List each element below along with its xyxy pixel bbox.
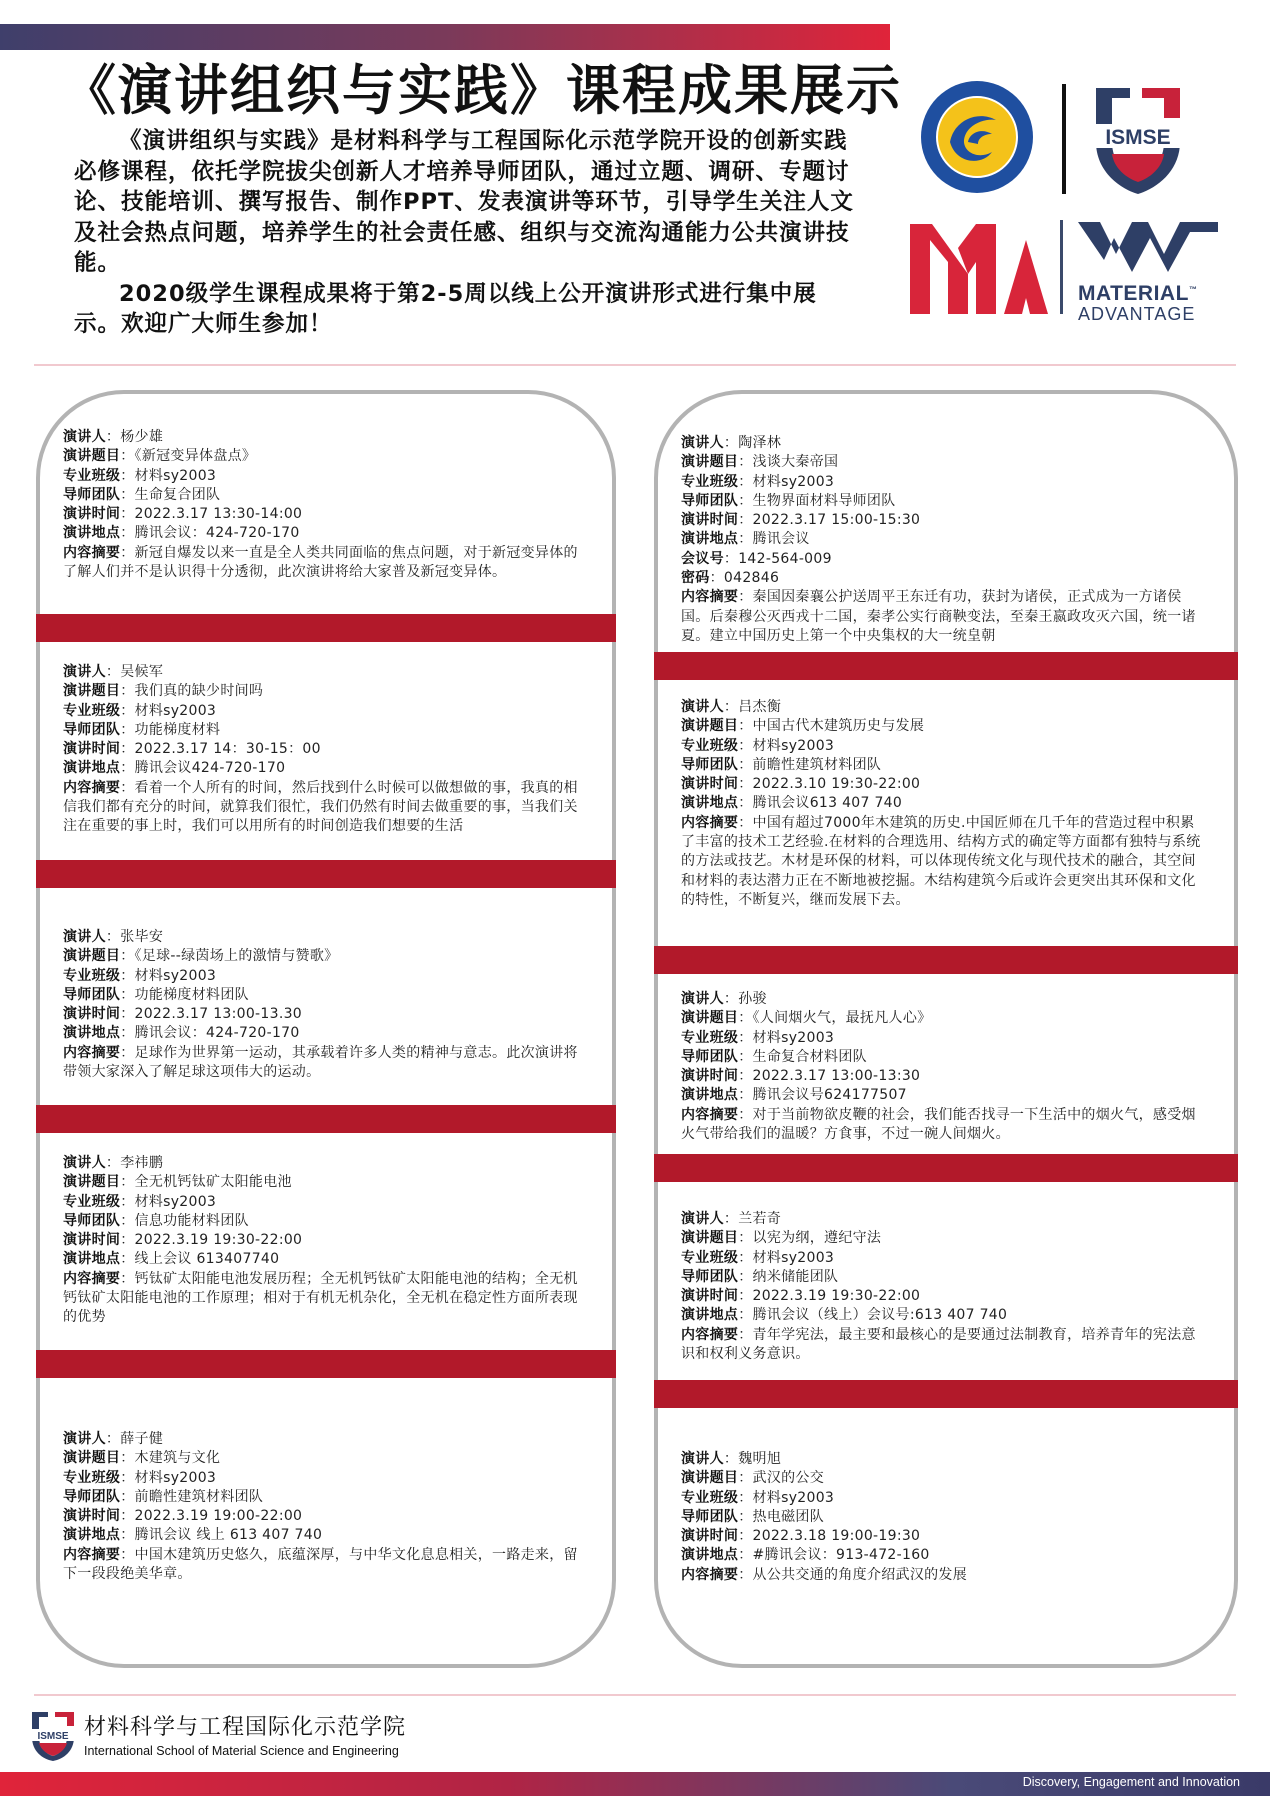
mentor-team: 功能梯度材料: [134, 721, 221, 738]
mentor-team: 生命复合材料团队: [752, 1048, 867, 1065]
label-summary: 内容摘要: [63, 1270, 121, 1287]
label-time: 演讲时间: [63, 741, 121, 758]
speech-topic: 中国古代木建筑历史与发展: [752, 718, 925, 735]
label-time: 演讲时间: [63, 1232, 121, 1249]
label-class: 专业班级: [63, 1469, 121, 1486]
speech-topic: 《新冠变异体盘点》: [134, 448, 257, 465]
label-speaker: 演讲人: [63, 929, 106, 945]
university-seal-logo: [920, 80, 1034, 194]
speaker-name: 陶泽林: [738, 435, 782, 451]
speech-topic: 全无机钙钛矿太阳能电池: [134, 1174, 292, 1191]
label-meeting-id: 会议号: [681, 550, 724, 567]
speaker-name: 薛子健: [120, 1431, 164, 1447]
ma-tm: ™: [1188, 285, 1198, 294]
label-speaker: 演讲人: [63, 1431, 106, 1447]
ma-logo: [910, 218, 1050, 314]
right-divider-band: [654, 652, 1238, 680]
label-place: 演讲地点: [681, 795, 739, 812]
label-topic: 演讲题目: [681, 1230, 739, 1247]
label-summary: 内容摘要: [681, 1566, 739, 1583]
label-topic: 演讲题目: [681, 1470, 739, 1487]
label-password: 密码: [681, 570, 710, 587]
speaker-name: 杨少雄: [120, 429, 164, 445]
student-class: 材料sy2003: [134, 967, 217, 984]
label-class: 专业班级: [681, 473, 739, 490]
speech-time: 2022.3.17 13:30-14:00: [134, 506, 303, 523]
left-divider-band: [36, 1105, 616, 1133]
school-name-en: International School of Material Science and Engineering: [84, 1744, 399, 1758]
student-class: 材料sy2003: [134, 702, 217, 719]
student-class: 材料sy2003: [752, 473, 835, 490]
left-divider-band: [36, 860, 616, 888]
page-title: 《演讲组织与实践》课程成果展示: [62, 59, 902, 122]
speech-time: 2022.3.17 14：30-15：00: [134, 741, 321, 758]
speech-summary: 从公共交通的角度介绍武汉的发展: [752, 1566, 968, 1583]
speech-place: 腾讯会议：424-720-170: [134, 525, 300, 542]
ma-line1: MATERIAL: [1078, 282, 1189, 305]
label-summary: 内容摘要: [63, 544, 121, 561]
logo-divider-2: [1060, 220, 1063, 314]
student-class: 材料sy2003: [752, 1249, 835, 1266]
speech-time: 2022.3.17 13:00-13:30: [752, 1068, 921, 1085]
speech-summary: 中国有超过7000年木建筑的历史.中国匠师在几千年的营造过程中积累了丰富的技术工艺经验.在材料的合理选用、结构方式的确定等方面都有独特与系统的方法或技艺。木材是环保的材料，可以体现传统文化与现代技术的融合，其空间和材料的表达潜力正在不断地被挖掘。木结构建筑今后或许会更突出其环保和文化的特性，不断复兴，继而发展下去。: [681, 814, 1201, 908]
label-place: 演讲地点: [681, 1547, 739, 1564]
label-time: 演讲时间: [681, 1068, 739, 1085]
speech-topic: 《足球--绿茵场上的激情与赞歌》: [134, 948, 339, 965]
speech-time: 2022.3.10 19:30-22:00: [752, 776, 921, 793]
label-place: 演讲地点: [63, 1527, 121, 1544]
speaker-name: 吕杰衡: [738, 699, 782, 715]
speaker-name: 魏明旭: [738, 1451, 782, 1467]
label-class: 专业班级: [63, 967, 121, 984]
speech-entry: 演讲人：杨少雄 演讲题目：《新冠变异体盘点》 专业班级：材料sy2003 导师团队：生命复合团队 演讲时间：2022.3.17 13:30-14:00 演讲地点：腾讯会议：424-720-170 内容摘要：新冠自爆发以来一直是全人类共同面临的焦点问题，对于新冠变异体的了解人们并不是认识得十分透彻，此次演讲将给大家普及新冠变异体。: [63, 429, 578, 581]
label-team: 导师团队: [63, 1488, 121, 1505]
top-gradient-bar: [0, 24, 890, 50]
speech-summary: 青年学宪法，最主要和最核心的是要通过法制教育，培养青年的宪法意识和权利义务意识。: [681, 1326, 1196, 1363]
speech-summary: 对于当前物欲皮鞭的社会，我们能否找寻一下生活中的烟火气，感受烟火气带给我们的温暖？方食事，不过一碗人间烟火。: [681, 1106, 1196, 1143]
label-place: 演讲地点: [63, 525, 121, 542]
right-divider-band: [654, 946, 1238, 974]
speech-place: 腾讯会议（线上）会议号:613 407 740: [752, 1307, 1008, 1324]
speech-place: #腾讯会议：913-472-160: [752, 1547, 930, 1564]
school-name-cn: 材料科学与工程国际化示范学院: [84, 1715, 407, 1740]
speech-place: 腾讯会议424-720-170: [134, 760, 286, 777]
student-class: 材料sy2003: [134, 1193, 217, 1210]
speech-place: 腾讯会议：424-720-170: [134, 1025, 300, 1042]
label-team: 导师团队: [681, 492, 739, 509]
label-topic: 演讲题目: [681, 454, 739, 471]
label-topic: 演讲题目: [63, 448, 121, 465]
mentor-team: 功能梯度材料团队: [134, 986, 249, 1003]
speech-summary: 看着一个人所有的时间，然后找到什么时候可以做想做的事，我真的相信我们都有充分的时间，就算我们很忙，我们仍然有时间去做重要的事，当我们关注在重要的事上时，我们可以用所有的时间创造我们想要的生活: [63, 779, 578, 835]
label-class: 专业班级: [681, 1029, 739, 1046]
speech-topic: 我们真的缺少时间吗: [134, 683, 264, 700]
label-place: 演讲地点: [63, 1025, 121, 1042]
speech-entry: 演讲人：李祎鹏 演讲题目：全无机钙钛矿太阳能电池 专业班级：材料sy2003 导师团队：信息功能材料团队 演讲时间：2022.3.19 19:30-22:00 演讲地点：线上会议 613407740 内容摘要：钙钛矿太阳能电池发展历程；全无机钙钛矿太阳能电池的结构；全无机钙钛矿太阳能电池的工作原理；相对于有机无机杂化，全无机在稳定性方面所表现的优势: [63, 1155, 578, 1326]
intro-text: [74, 126, 854, 340]
label-speaker: 演讲人: [681, 699, 724, 715]
label-team: 导师团队: [681, 1048, 739, 1065]
speech-entry: 演讲人：孙骏 演讲题目：《人间烟火气，最抚凡人心》 专业班级：材料sy2003 导师团队：生命复合材料团队 演讲时间：2022.3.17 13:00-13:30 演讲地点：腾讯会议号624177507 内容摘要：对于当前物欲皮鞭的社会，我们能否找寻一下生活中的烟火气，感受烟火气带给我们的温暖？方食事，不过一碗人间烟火。: [681, 991, 1196, 1143]
speech-summary: 中国木建筑历史悠久，底蕴深厚，与中华文化息息相关，一路走来，留下一段段绝美华章。: [63, 1546, 578, 1583]
label-summary: 内容摘要: [63, 1546, 121, 1563]
label-time: 演讲时间: [63, 506, 121, 523]
ma-line2: ADVANTAGE: [1078, 304, 1196, 324]
right-divider-band: [654, 1154, 1238, 1182]
label-class: 专业班级: [63, 467, 121, 484]
ismse-footer-logo: [30, 1710, 76, 1762]
logo-divider: [1062, 84, 1066, 194]
mentor-team: 生命复合团队: [134, 486, 221, 503]
slogan: Discovery, Engagement and Innovation: [1022, 1775, 1240, 1789]
label-speaker: 演讲人: [681, 1211, 724, 1227]
speech-place: 线上会议 613407740: [134, 1251, 280, 1268]
speech-place: 腾讯会议: [752, 531, 810, 548]
ismse-shield-logo: [1092, 84, 1184, 196]
label-topic: 演讲题目: [63, 1450, 121, 1467]
intro-paragraph-1: 《演讲组织与实践》是材料科学与工程国际化示范学院开设的创新实践必修课程，依托学院拔尖创新人才培养导师团队，通过立题、调研、专题讨论、技能培训、撰写报告、制作PPT、发表演讲等环节，引导学生关注人文及社会热点问题，培养学生的社会责任感、组织与交流沟通能力公共演讲技能。: [74, 128, 854, 276]
student-class: 材料sy2003: [752, 737, 835, 754]
speech-summary: 新冠自爆发以来一直是全人类共同面临的焦点问题，对于新冠变异体的了解人们并不是认识得十分透彻，此次演讲将给大家普及新冠变异体。: [63, 544, 578, 581]
mentor-team: 前瞻性建筑材料团队: [134, 1488, 264, 1505]
speech-time: 2022.3.17 13:00-13.30: [134, 1006, 302, 1023]
intro-paragraph-2: 2020级学生课程成果将于第2-5周以线上公开演讲形式进行集中展示。欢迎广大师生参加！: [74, 280, 817, 337]
mentor-team: 生物界面材料导师团队: [752, 492, 896, 509]
speech-topic: 武汉的公交: [752, 1470, 825, 1487]
speaker-name: 孙骏: [738, 991, 767, 1007]
speech-entry: 演讲人：陶泽林 演讲题目：浅谈大秦帝国 专业班级：材料sy2003 导师团队：生物界面材料导师团队 演讲时间：2022.3.17 15:00-15:30 演讲地点：腾讯会议 会议号：142-564-009 密码：042846 内容摘要：秦国因秦襄公护送周平王东迁有功，获封为诸侯，正式成为一方诸侯国。后秦穆公灭西戎十二国，秦孝公实行商鞅变法，至秦王嬴政攻灭六国，统一诸夏。建立中国历史上第一个中央集权的大一统皇朝: [681, 435, 1196, 644]
speaker-name: 李祎鹏: [120, 1155, 164, 1171]
label-team: 导师团队: [63, 486, 121, 503]
left-divider-band: [36, 1350, 616, 1378]
label-summary: 内容摘要: [681, 1106, 739, 1123]
label-summary: 内容摘要: [63, 779, 121, 796]
label-topic: 演讲题目: [63, 1174, 121, 1191]
speech-time: 2022.3.19 19:00-22:00: [134, 1508, 303, 1525]
label-class: 专业班级: [681, 1249, 739, 1266]
mentor-team: 热电磁团队: [752, 1508, 825, 1525]
label-speaker: 演讲人: [681, 991, 724, 1007]
label-time: 演讲时间: [63, 1006, 121, 1023]
speech-time: 2022.3.17 15:00-15:30: [752, 512, 921, 529]
label-team: 导师团队: [681, 1268, 739, 1285]
label-place: 演讲地点: [63, 1251, 121, 1268]
label-class: 专业班级: [681, 1489, 739, 1506]
ismse-logo-text: ISMSE: [1105, 126, 1171, 149]
header-divider: [34, 364, 1236, 366]
label-place: 演讲地点: [681, 1087, 739, 1104]
label-summary: 内容摘要: [681, 1326, 739, 1343]
label-team: 导师团队: [63, 986, 121, 1003]
speaker-name: 吴候军: [120, 664, 164, 680]
speech-place: 腾讯会议 线上 613 407 740: [134, 1527, 323, 1544]
label-class: 专业班级: [63, 702, 121, 719]
speech-summary: 秦国因秦襄公护送周平王东迁有功，获封为诸侯，正式成为一方诸侯国。后秦穆公灭西戎十二国，秦孝公实行商鞅变法，至秦王嬴政攻灭六国，统一诸夏。建立中国历史上第一个中央集权的大一统皇朝: [681, 589, 1196, 644]
speech-topic: 浅谈大秦帝国: [752, 454, 839, 471]
label-topic: 演讲题目: [63, 683, 121, 700]
speaker-name: 张毕安: [120, 929, 164, 945]
student-class: 材料sy2003: [134, 1469, 217, 1486]
speech-time: 2022.3.19 19:30-22:00: [752, 1288, 921, 1305]
label-summary: 内容摘要: [681, 814, 739, 831]
label-class: 专业班级: [681, 737, 739, 754]
label-team: 导师团队: [63, 1212, 121, 1229]
material-advantage-text: [1078, 280, 1218, 324]
speech-topic: 以宪为纲，遵纪守法: [752, 1230, 882, 1247]
right-divider-band: [654, 1380, 1238, 1408]
label-place: 演讲地点: [681, 531, 739, 548]
footer-divider: [34, 1694, 1236, 1696]
speech-entry: 演讲人：吕杰衡 演讲题目：中国古代木建筑历史与发展 专业班级：材料sy2003 导师团队：前瞻性建筑材料团队 演讲时间：2022.3.10 19:30-22:00 演讲地点：腾讯会议613 407 740 内容摘要：中国有超过7000年木建筑的历史.中国匠师在几千年的营造过程中积累了丰富的技术工艺经验.在材料的合理选用、结构方式的确定等方面都有独特与系统的方法或技艺。木材是环保的材料，可以体现传统文化与现代技术的融合，其空间和材料的表达潜力正在不断地被挖掘。木结构建筑今后或许会更突出其环保和文化的特性，不断复兴，继而发展下去。: [681, 699, 1201, 908]
student-class: 材料sy2003: [752, 1489, 835, 1506]
left-divider-band: [36, 614, 616, 642]
student-class: 材料sy2003: [134, 467, 217, 484]
footer-logo-text: ISMSE: [37, 1731, 69, 1742]
speech-entry: 演讲人：吴候军 演讲题目：我们真的缺少时间吗 专业班级：材料sy2003 导师团队：功能梯度材料 演讲时间：2022.3.17 14：30-15：00 演讲地点：腾讯会议424-720-170 内容摘要：看着一个人所有的时间，然后找到什么时候可以做想做的事，我真的相信我们都有充分的时间，就算我们很忙，我们仍然有时间去做重要的事，当我们关注在重要的事上时，我们可以用所有的时间创造我们想要的生活: [63, 664, 578, 835]
label-speaker: 演讲人: [63, 664, 106, 680]
label-time: 演讲时间: [681, 512, 739, 529]
label-team: 导师团队: [63, 721, 121, 738]
speech-summary: 钙钛矿太阳能电池发展历程；全无机钙钛矿太阳能电池的结构；全无机钙钛矿太阳能电池的工作原理；相对于有机无机杂化，全无机在稳定性方面所表现的优势: [63, 1270, 578, 1326]
speech-entry: 演讲人：兰若奇 演讲题目：以宪为纲，遵纪守法 专业班级：材料sy2003 导师团队：纳米储能团队 演讲时间：2022.3.19 19:30-22:00 演讲地点：腾讯会议（线上）会议号:613 407 740 内容摘要：青年学宪法，最主要和最核心的是要通过法制教育，培养青年的宪法意识和权利义务意识。: [681, 1211, 1196, 1363]
speech-entry: 演讲人：张毕安 演讲题目：《足球--绿茵场上的激情与赞歌》 专业班级：材料sy2003 导师团队：功能梯度材料团队 演讲时间：2022.3.17 13:00-13.30 演讲地点：腾讯会议：424-720-170 内容摘要：足球作为世界第一运动，其承载着许多人类的精神与意志。此次演讲将带领大家深入了解足球这项伟大的运动。: [63, 929, 578, 1081]
mentor-team: 前瞻性建筑材料团队: [752, 756, 882, 773]
speech-topic: 《人间烟火气，最抚凡人心》: [752, 1010, 932, 1027]
label-time: 演讲时间: [681, 1528, 739, 1545]
speech-time: 2022.3.18 19:00-19:30: [752, 1528, 921, 1545]
speech-topic: 木建筑与文化: [134, 1450, 221, 1467]
label-team: 导师团队: [681, 756, 739, 773]
label-topic: 演讲题目: [681, 1010, 739, 1027]
label-place: 演讲地点: [63, 760, 121, 777]
speech-place: 腾讯会议号624177507: [752, 1087, 907, 1104]
speech-summary: 足球作为世界第一运动，其承载着许多人类的精神与意志。此次演讲将带领大家深入了解足球这项伟大的运动。: [63, 1044, 578, 1081]
label-place: 演讲地点: [681, 1307, 739, 1324]
student-class: 材料sy2003: [752, 1029, 835, 1046]
label-time: 演讲时间: [63, 1508, 121, 1525]
speech-entry: 演讲人：薛子健 演讲题目：木建筑与文化 专业班级：材料sy2003 导师团队：前瞻性建筑材料团队 演讲时间：2022.3.19 19:00-22:00 演讲地点：腾讯会议 线上 613 407 740 内容摘要：中国木建筑历史悠久，底蕴深厚，与中华文化息息相关，一路走来，留下一段段绝美华章。: [63, 1431, 578, 1583]
label-speaker: 演讲人: [63, 1155, 106, 1171]
label-topic: 演讲题目: [63, 948, 121, 965]
label-speaker: 演讲人: [681, 435, 724, 451]
label-summary: 内容摘要: [681, 589, 739, 606]
label-time: 演讲时间: [681, 776, 739, 793]
mentor-team: 信息功能材料团队: [134, 1212, 249, 1229]
meeting-password: 042846: [723, 570, 780, 587]
label-speaker: 演讲人: [681, 1451, 724, 1467]
label-time: 演讲时间: [681, 1288, 739, 1305]
label-class: 专业班级: [63, 1193, 121, 1210]
speaker-name: 兰若奇: [738, 1211, 782, 1227]
label-topic: 演讲题目: [681, 718, 739, 735]
label-speaker: 演讲人: [63, 429, 106, 445]
meeting-id: 142-564-009: [738, 550, 832, 567]
speech-place: 腾讯会议613 407 740: [752, 795, 903, 812]
speech-time: 2022.3.19 19:30-22:00: [134, 1232, 303, 1249]
speech-entry: 演讲人：魏明旭 演讲题目：武汉的公交 专业班级：材料sy2003 导师团队：热电磁团队 演讲时间：2022.3.18 19:00-19:30 演讲地点：#腾讯会议：913-472-160 内容摘要：从公共交通的角度介绍武汉的发展: [681, 1451, 968, 1583]
label-team: 导师团队: [681, 1508, 739, 1525]
mentor-team: 纳米储能团队: [752, 1268, 839, 1285]
label-summary: 内容摘要: [63, 1044, 121, 1061]
